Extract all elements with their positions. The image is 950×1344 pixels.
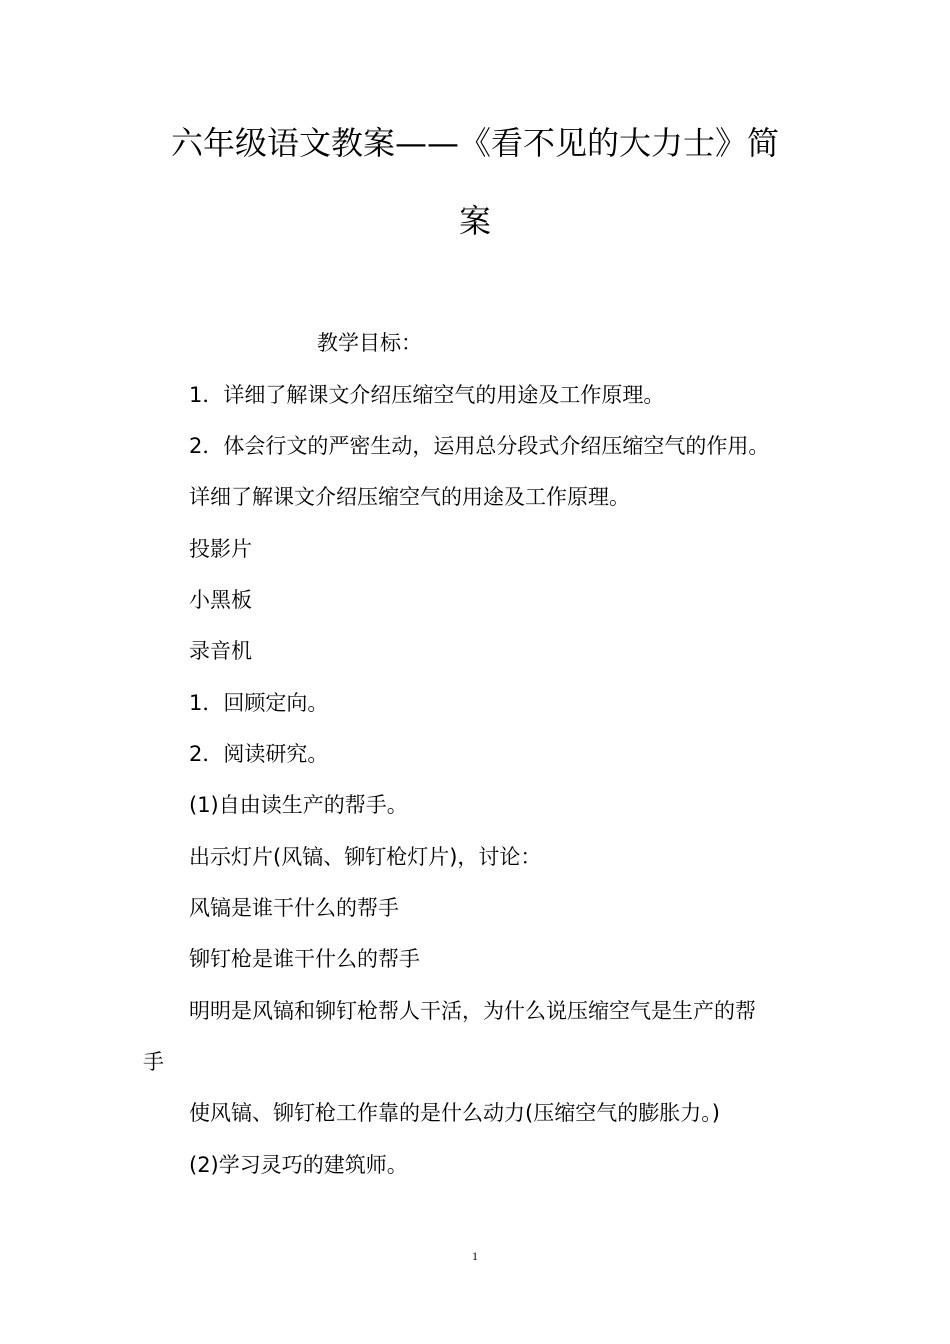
paragraph-line: 投影片	[189, 537, 252, 561]
paragraph-line: 详细了解课文介绍压缩空气的用途及工作原理。	[189, 485, 630, 509]
paragraph-line: 2．体会行文的严密生动，运用总分段式介绍压缩空气的作用。	[189, 434, 770, 458]
paragraph-line: 使风镐、铆钉枪工作靠的是什么动力(压缩空气的膨胀力。)	[189, 1101, 720, 1125]
section-heading: 教学目标：	[317, 331, 422, 355]
paragraph-line: (1)自由读生产的帮手。	[189, 793, 408, 817]
paragraph-line: (2)学习灵巧的建筑师。	[189, 1153, 408, 1177]
paragraph-line: 明明是风镐和铆钉枪帮人干活，为什么说压缩空气是生产的帮	[189, 999, 756, 1023]
paragraph-line: 小黑板	[189, 588, 252, 612]
paragraph-line: 出示灯片(风镐、铆钉枪灯片)，讨论：	[189, 845, 542, 869]
paragraph-line: 铆钉枪是谁干什么的帮手	[189, 947, 420, 971]
paragraph-line-continuation: 手	[143, 1050, 164, 1074]
paragraph-line: 2．阅读研究。	[189, 742, 329, 766]
document-title-line-2: 案	[458, 202, 491, 240]
document-title-line-1: 六年级语文教案——《看不见的大力士》简	[170, 124, 779, 162]
paragraph-line: 录音机	[189, 639, 252, 663]
page-number: 1	[472, 1249, 478, 1263]
paragraph-line: 1．回顾定向。	[189, 691, 329, 715]
paragraph-line: 风镐是谁干什么的帮手	[189, 896, 399, 920]
paragraph-line: 1．详细了解课文介绍压缩空气的用途及工作原理。	[189, 383, 665, 407]
